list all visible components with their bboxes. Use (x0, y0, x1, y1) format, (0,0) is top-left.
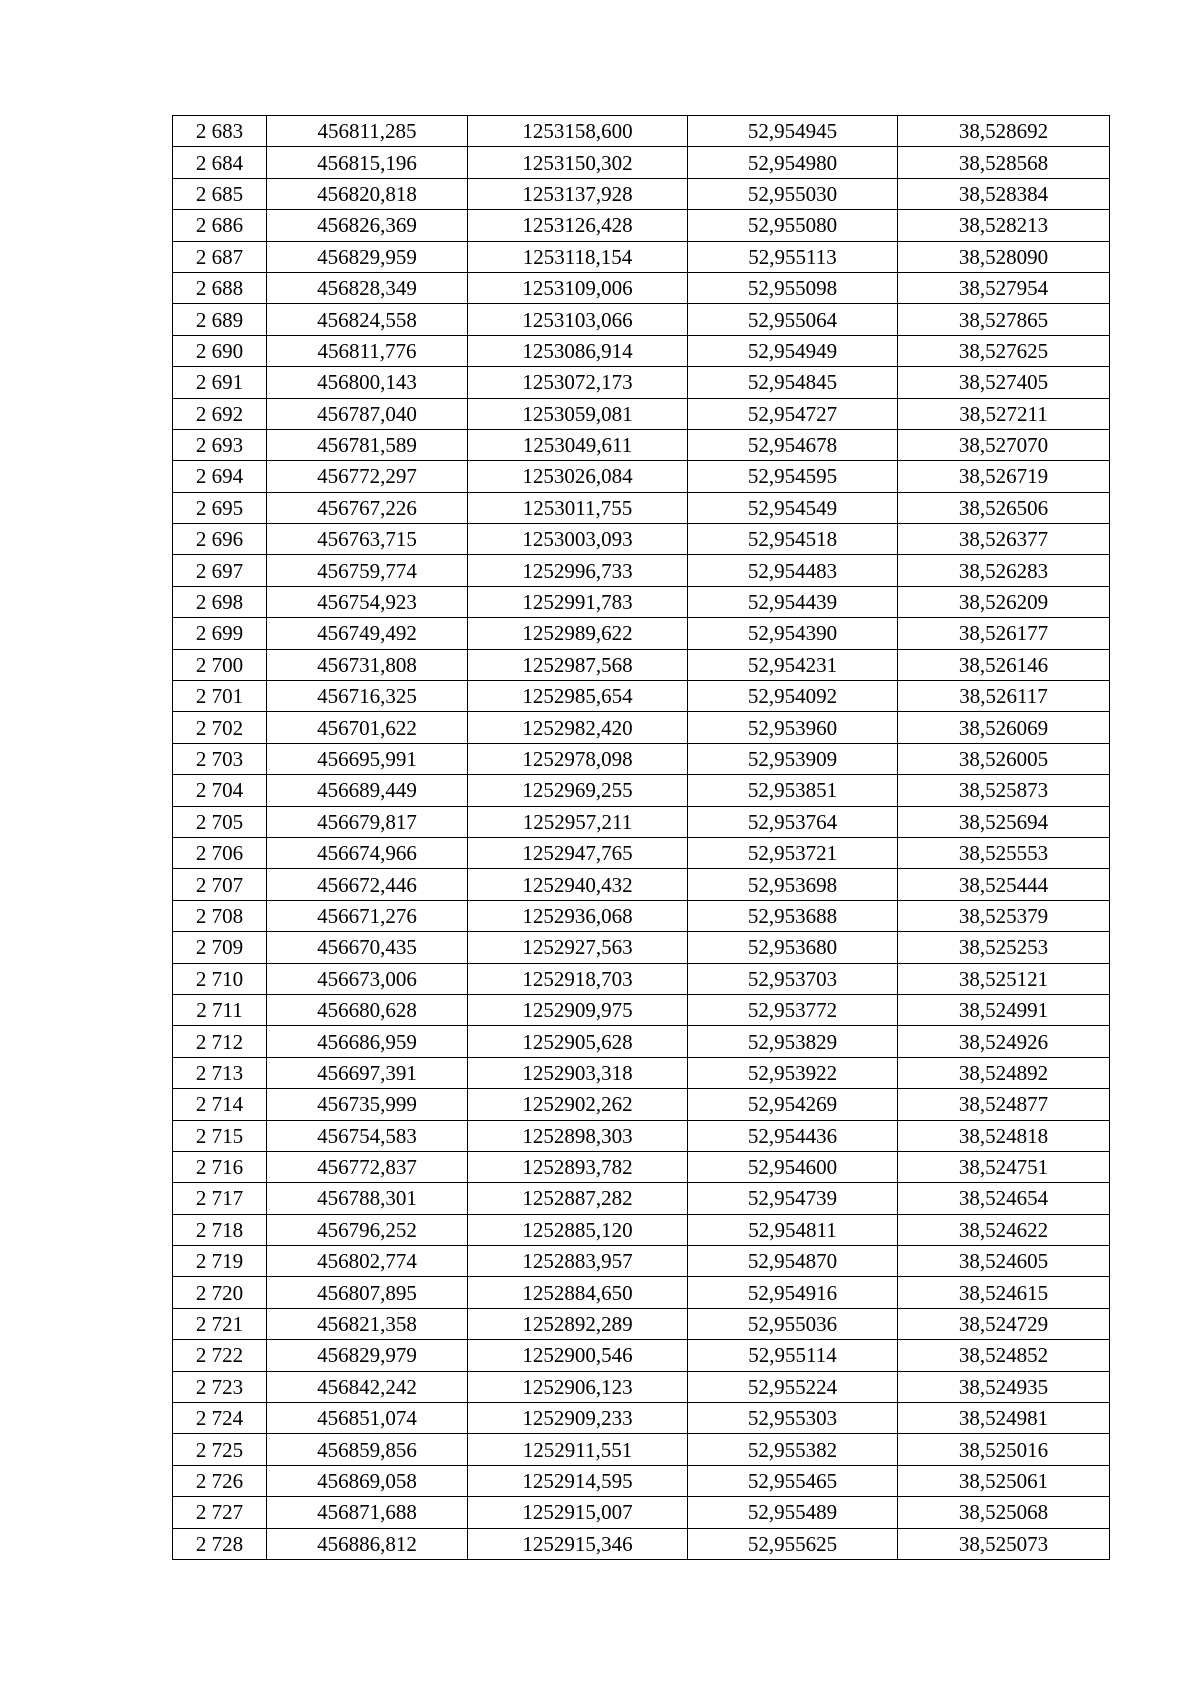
point-number-cell: 2 690 (173, 335, 267, 366)
latitude-cell: 52,954600 (688, 1151, 898, 1182)
point-number-cell: 2 715 (173, 1120, 267, 1151)
longitude-cell: 38,524605 (898, 1246, 1110, 1277)
point-number-cell: 2 687 (173, 241, 267, 272)
y-coordinate-cell: 1252978,098 (468, 743, 688, 774)
point-number-cell: 2 683 (173, 116, 267, 147)
x-coordinate-cell: 456811,776 (267, 335, 468, 366)
x-coordinate-cell: 456787,040 (267, 398, 468, 429)
y-coordinate-cell: 1253011,755 (468, 492, 688, 523)
point-number-cell: 2 708 (173, 900, 267, 931)
point-number-cell: 2 691 (173, 367, 267, 398)
x-coordinate-cell: 456820,818 (267, 178, 468, 209)
y-coordinate-cell: 1252900,546 (468, 1340, 688, 1371)
y-coordinate-cell: 1253026,084 (468, 461, 688, 492)
longitude-cell: 38,525068 (898, 1497, 1110, 1528)
coordinates-table (172, 115, 1110, 1560)
point-number-cell: 2 728 (173, 1528, 267, 1559)
x-coordinate-cell: 456796,252 (267, 1214, 468, 1245)
table-row (173, 461, 1110, 492)
point-number-cell: 2 699 (173, 618, 267, 649)
table-row (173, 963, 1110, 994)
y-coordinate-cell: 1253003,093 (468, 524, 688, 555)
latitude-cell: 52,955625 (688, 1528, 898, 1559)
table-row (173, 1465, 1110, 1496)
longitude-cell: 38,527070 (898, 429, 1110, 460)
point-number-cell: 2 709 (173, 932, 267, 963)
latitude-cell: 52,954845 (688, 367, 898, 398)
latitude-cell: 52,953851 (688, 775, 898, 806)
x-coordinate-cell: 456800,143 (267, 367, 468, 398)
x-coordinate-cell: 456828,349 (267, 272, 468, 303)
y-coordinate-cell: 1253118,154 (468, 241, 688, 272)
point-number-cell: 2 722 (173, 1340, 267, 1371)
longitude-cell: 38,524622 (898, 1214, 1110, 1245)
longitude-cell: 38,525061 (898, 1465, 1110, 1496)
x-coordinate-cell: 456695,991 (267, 743, 468, 774)
y-coordinate-cell: 1252883,957 (468, 1246, 688, 1277)
x-coordinate-cell: 456802,774 (267, 1246, 468, 1277)
table-row (173, 116, 1110, 147)
table-row (173, 178, 1110, 209)
latitude-cell: 52,954231 (688, 649, 898, 680)
table-row (173, 304, 1110, 335)
latitude-cell: 52,955224 (688, 1371, 898, 1402)
latitude-cell: 52,955465 (688, 1465, 898, 1496)
y-coordinate-cell: 1252915,007 (468, 1497, 688, 1528)
table-row (173, 994, 1110, 1025)
table-row (173, 1214, 1110, 1245)
point-number-cell: 2 695 (173, 492, 267, 523)
table-row (173, 869, 1110, 900)
longitude-cell: 38,527954 (898, 272, 1110, 303)
x-coordinate-cell: 456829,979 (267, 1340, 468, 1371)
latitude-cell: 52,953721 (688, 837, 898, 868)
longitude-cell: 38,524981 (898, 1403, 1110, 1434)
latitude-cell: 52,953680 (688, 932, 898, 963)
table-row (173, 1371, 1110, 1402)
longitude-cell: 38,524892 (898, 1057, 1110, 1088)
latitude-cell: 52,954390 (688, 618, 898, 649)
table-row (173, 367, 1110, 398)
x-coordinate-cell: 456829,959 (267, 241, 468, 272)
point-number-cell: 2 696 (173, 524, 267, 555)
y-coordinate-cell: 1253126,428 (468, 210, 688, 241)
point-number-cell: 2 717 (173, 1183, 267, 1214)
table-row (173, 586, 1110, 617)
x-coordinate-cell: 456824,558 (267, 304, 468, 335)
point-number-cell: 2 693 (173, 429, 267, 460)
longitude-cell: 38,526177 (898, 618, 1110, 649)
table-row (173, 1340, 1110, 1371)
table-row (173, 492, 1110, 523)
x-coordinate-cell: 456788,301 (267, 1183, 468, 1214)
y-coordinate-cell: 1253109,006 (468, 272, 688, 303)
longitude-cell: 38,528090 (898, 241, 1110, 272)
x-coordinate-cell: 456754,583 (267, 1120, 468, 1151)
y-coordinate-cell: 1253049,611 (468, 429, 688, 460)
x-coordinate-cell: 456759,774 (267, 555, 468, 586)
longitude-cell: 38,526377 (898, 524, 1110, 555)
latitude-cell: 52,954436 (688, 1120, 898, 1151)
table-row (173, 1497, 1110, 1528)
y-coordinate-cell: 1252903,318 (468, 1057, 688, 1088)
point-number-cell: 2 723 (173, 1371, 267, 1402)
longitude-cell: 38,524877 (898, 1089, 1110, 1120)
table-row (173, 335, 1110, 366)
point-number-cell: 2 706 (173, 837, 267, 868)
table-row (173, 900, 1110, 931)
point-number-cell: 2 721 (173, 1308, 267, 1339)
x-coordinate-cell: 456686,959 (267, 1026, 468, 1057)
y-coordinate-cell: 1252887,282 (468, 1183, 688, 1214)
point-number-cell: 2 688 (173, 272, 267, 303)
x-coordinate-cell: 456842,242 (267, 1371, 468, 1402)
longitude-cell: 38,525873 (898, 775, 1110, 806)
longitude-cell: 38,524926 (898, 1026, 1110, 1057)
latitude-cell: 52,954518 (688, 524, 898, 555)
point-number-cell: 2 727 (173, 1497, 267, 1528)
y-coordinate-cell: 1253072,173 (468, 367, 688, 398)
longitude-cell: 38,526117 (898, 681, 1110, 712)
point-number-cell: 2 720 (173, 1277, 267, 1308)
longitude-cell: 38,528568 (898, 147, 1110, 178)
table-row (173, 1308, 1110, 1339)
latitude-cell: 52,955098 (688, 272, 898, 303)
x-coordinate-cell: 456859,856 (267, 1434, 468, 1465)
latitude-cell: 52,953772 (688, 994, 898, 1025)
y-coordinate-cell: 1252927,563 (468, 932, 688, 963)
y-coordinate-cell: 1252892,289 (468, 1308, 688, 1339)
table-row (173, 1151, 1110, 1182)
y-coordinate-cell: 1252906,123 (468, 1371, 688, 1402)
table-row (173, 1183, 1110, 1214)
longitude-cell: 38,525444 (898, 869, 1110, 900)
longitude-cell: 38,524991 (898, 994, 1110, 1025)
point-number-cell: 2 684 (173, 147, 267, 178)
latitude-cell: 52,954483 (688, 555, 898, 586)
y-coordinate-cell: 1253103,066 (468, 304, 688, 335)
y-coordinate-cell: 1252898,303 (468, 1120, 688, 1151)
longitude-cell: 38,524729 (898, 1308, 1110, 1339)
table-row (173, 1528, 1110, 1559)
x-coordinate-cell: 456871,688 (267, 1497, 468, 1528)
table-row (173, 1120, 1110, 1151)
latitude-cell: 52,953829 (688, 1026, 898, 1057)
latitude-cell: 52,954269 (688, 1089, 898, 1120)
table-row (173, 775, 1110, 806)
y-coordinate-cell: 1252996,733 (468, 555, 688, 586)
table-row (173, 429, 1110, 460)
latitude-cell: 52,953688 (688, 900, 898, 931)
x-coordinate-cell: 456886,812 (267, 1528, 468, 1559)
longitude-cell: 38,526209 (898, 586, 1110, 617)
latitude-cell: 52,953909 (688, 743, 898, 774)
point-number-cell: 2 698 (173, 586, 267, 617)
x-coordinate-cell: 456815,196 (267, 147, 468, 178)
longitude-cell: 38,527625 (898, 335, 1110, 366)
point-number-cell: 2 702 (173, 712, 267, 743)
y-coordinate-cell: 1252985,654 (468, 681, 688, 712)
latitude-cell: 52,954811 (688, 1214, 898, 1245)
x-coordinate-cell: 456673,006 (267, 963, 468, 994)
y-coordinate-cell: 1252987,568 (468, 649, 688, 680)
longitude-cell: 38,528213 (898, 210, 1110, 241)
x-coordinate-cell: 456821,358 (267, 1308, 468, 1339)
x-coordinate-cell: 456781,589 (267, 429, 468, 460)
point-number-cell: 2 697 (173, 555, 267, 586)
table-row (173, 681, 1110, 712)
y-coordinate-cell: 1252940,432 (468, 869, 688, 900)
x-coordinate-cell: 456807,895 (267, 1277, 468, 1308)
y-coordinate-cell: 1253158,600 (468, 116, 688, 147)
latitude-cell: 52,954549 (688, 492, 898, 523)
x-coordinate-cell: 456671,276 (267, 900, 468, 931)
y-coordinate-cell: 1253137,928 (468, 178, 688, 209)
table-row (173, 210, 1110, 241)
point-number-cell: 2 713 (173, 1057, 267, 1088)
latitude-cell: 52,954870 (688, 1246, 898, 1277)
latitude-cell: 52,954916 (688, 1277, 898, 1308)
y-coordinate-cell: 1252918,703 (468, 963, 688, 994)
longitude-cell: 38,525016 (898, 1434, 1110, 1465)
table-row (173, 272, 1110, 303)
table-row (173, 712, 1110, 743)
y-coordinate-cell: 1252969,255 (468, 775, 688, 806)
point-number-cell: 2 726 (173, 1465, 267, 1496)
point-number-cell: 2 724 (173, 1403, 267, 1434)
longitude-cell: 38,526283 (898, 555, 1110, 586)
x-coordinate-cell: 456679,817 (267, 806, 468, 837)
point-number-cell: 2 711 (173, 994, 267, 1025)
table-row (173, 932, 1110, 963)
longitude-cell: 38,524615 (898, 1277, 1110, 1308)
longitude-cell: 38,526069 (898, 712, 1110, 743)
table-row (173, 618, 1110, 649)
x-coordinate-cell: 456689,449 (267, 775, 468, 806)
longitude-cell: 38,526506 (898, 492, 1110, 523)
table-row (173, 837, 1110, 868)
longitude-cell: 38,525694 (898, 806, 1110, 837)
x-coordinate-cell: 456697,391 (267, 1057, 468, 1088)
x-coordinate-cell: 456763,715 (267, 524, 468, 555)
table-row (173, 1057, 1110, 1088)
table-row (173, 241, 1110, 272)
longitude-cell: 38,526719 (898, 461, 1110, 492)
x-coordinate-cell: 456670,435 (267, 932, 468, 963)
latitude-cell: 52,953960 (688, 712, 898, 743)
latitude-cell: 52,955030 (688, 178, 898, 209)
point-number-cell: 2 686 (173, 210, 267, 241)
coordinates-table-body (173, 116, 1110, 1560)
table-row (173, 555, 1110, 586)
point-number-cell: 2 700 (173, 649, 267, 680)
y-coordinate-cell: 1252947,765 (468, 837, 688, 868)
longitude-cell: 38,528384 (898, 178, 1110, 209)
x-coordinate-cell: 456826,369 (267, 210, 468, 241)
latitude-cell: 52,955114 (688, 1340, 898, 1371)
longitude-cell: 38,527865 (898, 304, 1110, 335)
y-coordinate-cell: 1252911,551 (468, 1434, 688, 1465)
latitude-cell: 52,954595 (688, 461, 898, 492)
latitude-cell: 52,955113 (688, 241, 898, 272)
table-row (173, 1089, 1110, 1120)
latitude-cell: 52,955036 (688, 1308, 898, 1339)
x-coordinate-cell: 456716,325 (267, 681, 468, 712)
longitude-cell: 38,527211 (898, 398, 1110, 429)
x-coordinate-cell: 456811,285 (267, 116, 468, 147)
latitude-cell: 52,954727 (688, 398, 898, 429)
y-coordinate-cell: 1252915,346 (468, 1528, 688, 1559)
latitude-cell: 52,954945 (688, 116, 898, 147)
latitude-cell: 52,953703 (688, 963, 898, 994)
latitude-cell: 52,954092 (688, 681, 898, 712)
longitude-cell: 38,528692 (898, 116, 1110, 147)
longitude-cell: 38,525379 (898, 900, 1110, 931)
y-coordinate-cell: 1252914,595 (468, 1465, 688, 1496)
y-coordinate-cell: 1252905,628 (468, 1026, 688, 1057)
longitude-cell: 38,524654 (898, 1183, 1110, 1214)
table-row (173, 806, 1110, 837)
y-coordinate-cell: 1252989,622 (468, 618, 688, 649)
point-number-cell: 2 714 (173, 1089, 267, 1120)
longitude-cell: 38,527405 (898, 367, 1110, 398)
point-number-cell: 2 707 (173, 869, 267, 900)
longitude-cell: 38,525253 (898, 932, 1110, 963)
longitude-cell: 38,525073 (898, 1528, 1110, 1559)
latitude-cell: 52,954439 (688, 586, 898, 617)
y-coordinate-cell: 1252884,650 (468, 1277, 688, 1308)
latitude-cell: 52,955064 (688, 304, 898, 335)
table-row (173, 649, 1110, 680)
latitude-cell: 52,954678 (688, 429, 898, 460)
y-coordinate-cell: 1252936,068 (468, 900, 688, 931)
latitude-cell: 52,954949 (688, 335, 898, 366)
x-coordinate-cell: 456735,999 (267, 1089, 468, 1120)
x-coordinate-cell: 456749,492 (267, 618, 468, 649)
point-number-cell: 2 704 (173, 775, 267, 806)
latitude-cell: 52,954980 (688, 147, 898, 178)
y-coordinate-cell: 1253150,302 (468, 147, 688, 178)
table-row (173, 743, 1110, 774)
table-row (173, 524, 1110, 555)
y-coordinate-cell: 1253059,081 (468, 398, 688, 429)
y-coordinate-cell: 1252957,211 (468, 806, 688, 837)
longitude-cell: 38,524818 (898, 1120, 1110, 1151)
latitude-cell: 52,955489 (688, 1497, 898, 1528)
point-number-cell: 2 685 (173, 178, 267, 209)
point-number-cell: 2 719 (173, 1246, 267, 1277)
x-coordinate-cell: 456767,226 (267, 492, 468, 523)
x-coordinate-cell: 456754,923 (267, 586, 468, 617)
x-coordinate-cell: 456672,446 (267, 869, 468, 900)
longitude-cell: 38,524935 (898, 1371, 1110, 1402)
point-number-cell: 2 694 (173, 461, 267, 492)
longitude-cell: 38,525121 (898, 963, 1110, 994)
y-coordinate-cell: 1252902,262 (468, 1089, 688, 1120)
latitude-cell: 52,953698 (688, 869, 898, 900)
y-coordinate-cell: 1252885,120 (468, 1214, 688, 1245)
longitude-cell: 38,526005 (898, 743, 1110, 774)
table-row (173, 1277, 1110, 1308)
y-coordinate-cell: 1252909,233 (468, 1403, 688, 1434)
table-row (173, 398, 1110, 429)
point-number-cell: 2 703 (173, 743, 267, 774)
x-coordinate-cell: 456680,628 (267, 994, 468, 1025)
x-coordinate-cell: 456772,837 (267, 1151, 468, 1182)
latitude-cell: 52,954739 (688, 1183, 898, 1214)
table-row (173, 1434, 1110, 1465)
y-coordinate-cell: 1253086,914 (468, 335, 688, 366)
point-number-cell: 2 692 (173, 398, 267, 429)
latitude-cell: 52,955303 (688, 1403, 898, 1434)
latitude-cell: 52,955382 (688, 1434, 898, 1465)
x-coordinate-cell: 456772,297 (267, 461, 468, 492)
x-coordinate-cell: 456869,058 (267, 1465, 468, 1496)
point-number-cell: 2 689 (173, 304, 267, 335)
table-row (173, 1026, 1110, 1057)
latitude-cell: 52,955080 (688, 210, 898, 241)
longitude-cell: 38,524751 (898, 1151, 1110, 1182)
table-row (173, 1246, 1110, 1277)
table-row (173, 1403, 1110, 1434)
x-coordinate-cell: 456851,074 (267, 1403, 468, 1434)
longitude-cell: 38,526146 (898, 649, 1110, 680)
longitude-cell: 38,525553 (898, 837, 1110, 868)
point-number-cell: 2 716 (173, 1151, 267, 1182)
point-number-cell: 2 710 (173, 963, 267, 994)
x-coordinate-cell: 456674,966 (267, 837, 468, 868)
table-row (173, 147, 1110, 178)
y-coordinate-cell: 1252982,420 (468, 712, 688, 743)
y-coordinate-cell: 1252909,975 (468, 994, 688, 1025)
longitude-cell: 38,524852 (898, 1340, 1110, 1371)
point-number-cell: 2 718 (173, 1214, 267, 1245)
point-number-cell: 2 705 (173, 806, 267, 837)
x-coordinate-cell: 456701,622 (267, 712, 468, 743)
point-number-cell: 2 725 (173, 1434, 267, 1465)
x-coordinate-cell: 456731,808 (267, 649, 468, 680)
y-coordinate-cell: 1252991,783 (468, 586, 688, 617)
point-number-cell: 2 712 (173, 1026, 267, 1057)
point-number-cell: 2 701 (173, 681, 267, 712)
y-coordinate-cell: 1252893,782 (468, 1151, 688, 1182)
latitude-cell: 52,953764 (688, 806, 898, 837)
latitude-cell: 52,953922 (688, 1057, 898, 1088)
